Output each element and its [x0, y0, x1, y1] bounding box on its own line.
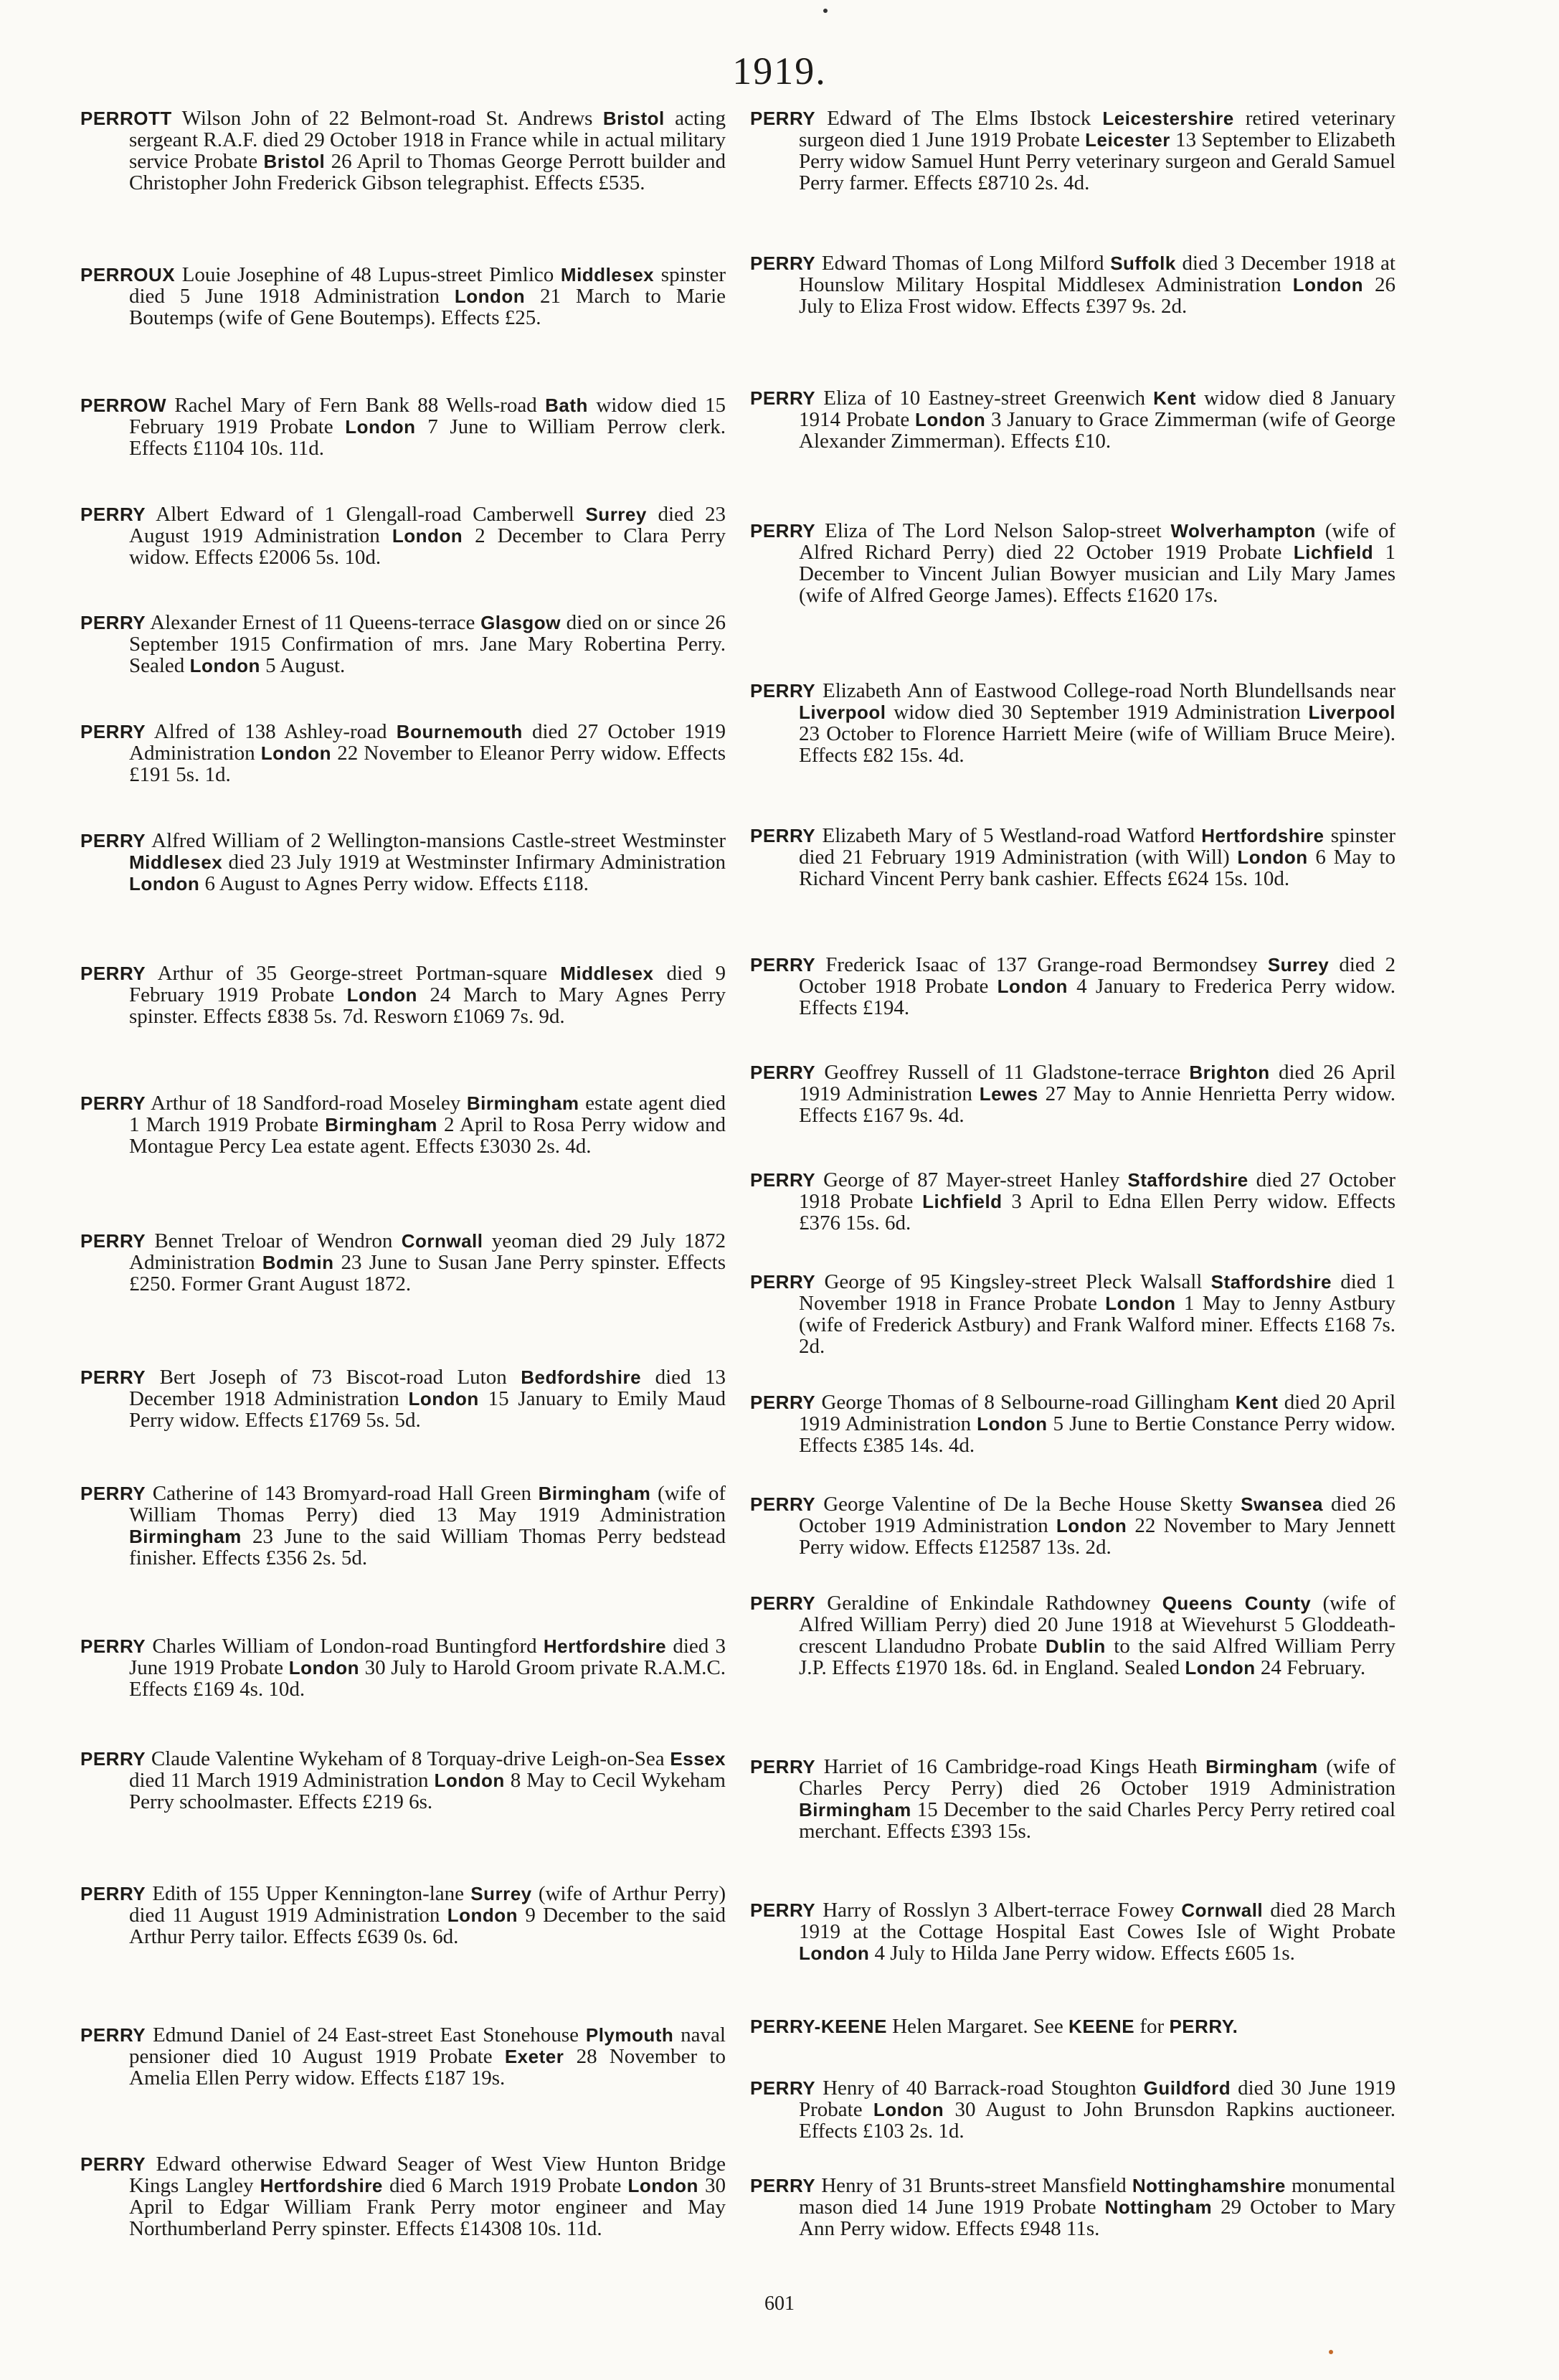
calendar-entry	[80, 1748, 726, 1813]
entry-surname: PERRY	[80, 1883, 146, 1904]
entry-surname: PERRY	[750, 680, 816, 702]
calendar-entry	[750, 520, 1395, 606]
entry-text: retired veterinary surgeon died 1 June 1919 Probate	[799, 107, 1395, 151]
calendar-entry	[750, 2016, 1395, 2037]
entry-text: 24 February.	[1255, 1656, 1366, 1679]
entry-text: naval pensioner died 10 August 1919 Probate	[129, 2024, 726, 2068]
entry-surname: PERRY	[750, 1756, 816, 1777]
calendar-entry	[80, 108, 726, 194]
entry-place: London	[408, 1388, 479, 1409]
entry-surname: PERRY	[80, 1092, 146, 1114]
entry-surname: PERRY-KEENE	[750, 2016, 887, 2037]
entry-text: Alfred William of 2 Wellington-mansions Castle-street Westminster	[146, 829, 726, 852]
entry-text: 1 May to Jenny Astbury (wife of Frederick Astbury) and Frank Walford miner. Effects £168 7s. 2d.	[799, 1292, 1395, 1358]
entry-text: 23 June to Susan Jane Perry spinster. Effects £250. Former Grant August 1872.	[129, 1251, 726, 1295]
entry-place: Liverpool	[1308, 702, 1395, 723]
entry-place: Leicester	[1085, 129, 1170, 151]
ink-speck	[823, 9, 828, 13]
entry-surname: PERRY	[80, 612, 146, 633]
entry-surname: PERRY	[80, 1230, 146, 1252]
calendar-entry	[80, 830, 726, 894]
entry-place: Hertfordshire	[260, 2175, 383, 2196]
entry-place: PERRY.	[1169, 2016, 1238, 2037]
ink-speck	[1329, 2350, 1333, 2354]
entry-place: Brighton	[1189, 1062, 1270, 1083]
calendar-entry	[80, 264, 726, 329]
entry-surname: PERRY	[750, 1392, 816, 1413]
entry-place: Cornwall	[401, 1230, 483, 1252]
entry-text: to the said Alfred William Perry J.P. Effects £1970 18s. 6d. in England. Sealed	[799, 1635, 1395, 1679]
entry-text: yeoman died 29 July 1872 Administration	[129, 1229, 726, 1274]
entry-text: Edward of The Elms Ibstock	[815, 107, 1103, 130]
entry-place: London	[1056, 1515, 1127, 1536]
entry-text: 26 July to Eliza Frost widow. Effects £397 9s. 2d.	[799, 273, 1395, 318]
entry-surname: PERRY	[80, 721, 146, 742]
entry-text: George Thomas of 8 Selbourne-road Gillingham	[815, 1391, 1236, 1414]
calendar-entry	[750, 1392, 1395, 1456]
entry-surname: PERRY	[80, 504, 146, 525]
calendar-entry	[80, 1366, 726, 1431]
entry-place: Swansea	[1241, 1493, 1323, 1515]
calendar-entry	[750, 387, 1395, 452]
entry-text: Henry of 40 Barrack-road Stoughton	[815, 2077, 1144, 2100]
entry-text: Louie Josephine of 48 Lupus-street Pimlico	[175, 263, 561, 286]
calendar-entry	[80, 1883, 726, 1947]
entry-text: 15 December to the said Charles Percy Perry retired coal merchant. Effects £393 15s.	[799, 1798, 1395, 1843]
entry-text: Elizabeth Mary of 5 Westland-road Watford	[815, 824, 1202, 847]
entry-text: Geraldine of Enkindale Rathdowney	[815, 1592, 1162, 1615]
entry-place: Guildford	[1143, 2077, 1231, 2099]
entry-text: 30 April to Edgar William Frank Perry motor engineer and May Northumberland Perry spinster. Effects £14308 10s. 11d.	[129, 2174, 726, 2240]
entry-text: 27 May to Annie Henrietta Perry widow. Effects £167 9s. 4d.	[799, 1082, 1395, 1127]
entry-text: (wife of Charles Percy Perry) died 26 October 1919 Administration	[799, 1755, 1395, 1800]
entry-text: died 9 February 1919 Probate	[129, 962, 726, 1006]
entry-text: died 11 March 1919 Administration	[129, 1769, 435, 1792]
calendar-entry	[750, 1062, 1395, 1126]
entry-place: Wolverhampton	[1170, 520, 1316, 542]
entry-text: Henry of 31 Brunts-street Mansfield	[815, 2174, 1132, 2197]
entry-place: Suffolk	[1110, 252, 1176, 274]
calendar-entry	[750, 825, 1395, 889]
entry-text: 5 June to Bertie Constance Perry widow. Effects £385 14s. 4d.	[799, 1412, 1395, 1457]
entry-surname: PERRY	[750, 825, 816, 846]
entry-text: 15 January to Emily Maud Perry widow. Effects £1769 5s. 5d.	[129, 1387, 726, 1432]
calendar-entry	[750, 1271, 1395, 1357]
entry-text: 22 November to Mary Jennett Perry widow. Effects £12587 13s. 2d.	[799, 1514, 1395, 1559]
entry-place: Kent	[1235, 1392, 1279, 1413]
entry-surname: PERRY	[80, 1483, 146, 1504]
entry-place: Bodmin	[262, 1252, 334, 1273]
entry-surname: PERRY	[80, 2153, 146, 2175]
entry-text: Frederick Isaac of 137 Grange-road Bermondsey	[815, 953, 1268, 976]
entry-place: London	[434, 1770, 505, 1791]
entry-surname: PERRY	[750, 1062, 816, 1083]
entry-place: Bristol	[263, 151, 326, 172]
entry-text: 23 June to the said William Thomas Perry bedstead finisher. Effects £356 2s. 5d.	[129, 1525, 726, 1569]
entry-text: 29 October to Mary Ann Perry widow. Effects £948 11s.	[799, 2196, 1395, 2240]
entry-text: 30 August to John Brunsdon Rapkins auctioneer. Effects £103 2s. 1d.	[799, 2098, 1396, 2143]
entry-text: died 30 June 1919 Probate	[799, 2077, 1395, 2121]
entry-text: 3 April to Edna Ellen Perry widow. Effects £376 15s. 6d.	[799, 1190, 1395, 1234]
entry-place: Birmingham	[466, 1092, 579, 1114]
entry-text: Wilson John of 22 Belmont-road St. Andrews	[171, 107, 603, 130]
calendar-entry	[750, 2175, 1395, 2239]
entry-place: Plymouth	[585, 2024, 674, 2046]
entry-text: for	[1134, 2015, 1170, 2038]
entry-text: Alfred of 138 Ashley-road	[146, 720, 397, 743]
entry-surname: PERRY	[750, 1592, 816, 1614]
entry-place: London	[977, 1413, 1048, 1435]
entry-place: Liverpool	[799, 702, 886, 723]
entry-place: Bath	[545, 395, 588, 416]
entry-place: Birmingham	[129, 1526, 242, 1547]
entry-place: London	[997, 976, 1068, 997]
entry-text: Catherine of 143 Bromyard-road Hall Green	[146, 1482, 539, 1505]
entry-text: Edward Thomas of Long Milford	[815, 252, 1111, 275]
entry-text: Elizabeth Ann of Eastwood College-road North Blundellsands near	[815, 679, 1395, 702]
entry-surname: PERRY	[80, 963, 146, 984]
entry-text: 22 November to Eleanor Perry widow. Effects £191 5s. 1d.	[129, 742, 726, 786]
entry-surname: PERROUX	[80, 264, 176, 285]
entry-text: Arthur of 18 Sandford-road Moseley	[146, 1092, 467, 1115]
calendar-entry	[750, 1493, 1395, 1558]
entry-place: Glasgow	[480, 612, 561, 633]
entry-text: Harry of Rosslyn 3 Albert-terrace Fowey	[815, 1899, 1182, 1922]
entry-text: 1 December to Vincent Julian Bowyer musician and Lily Mary James (wife of Alfred George James). Effects £1620 17s.	[799, 541, 1395, 607]
entry-surname: PERRY	[750, 1493, 816, 1515]
calendar-entry	[750, 2077, 1395, 2142]
entry-text: Rachel Mary of Fern Bank 88 Wells-road	[166, 394, 546, 417]
entry-text: Eliza of 10 Eastney-street Greenwich	[815, 387, 1154, 410]
entry-place: Birmingham	[325, 1114, 437, 1135]
entry-place: Nottingham	[1104, 2196, 1213, 2218]
entry-text: died 3 June 1919 Probate	[129, 1635, 726, 1679]
entry-place: Staffordshire	[1127, 1169, 1248, 1191]
entry-place: London	[392, 525, 463, 547]
calendar-entry	[80, 1230, 726, 1295]
entry-text: Edward otherwise Edward Seager of West View Hunton Bridge Kings Langley	[129, 2153, 726, 2197]
entry-text: Albert Edward of 1 Glengall-road Camberwell	[146, 503, 586, 526]
entry-surname: PERRY	[80, 1635, 146, 1657]
entry-text: Edith of 155 Upper Kennington-lane	[146, 1882, 471, 1905]
entry-place: Middlesex	[560, 264, 655, 285]
entry-place: London	[129, 873, 200, 894]
entry-text: acting sergeant R.A.F. died 29 October 1918 in France while in actual military service Probate	[129, 107, 726, 173]
entry-text: (wife of Alfred William Perry) died 20 June 1918 at Wievehurst 5 Gloddeath-crescent Llandudno Probate	[799, 1592, 1395, 1658]
entry-text: widow died 8 January 1914 Probate	[799, 387, 1395, 431]
entry-text: George Valentine of De la Beche House Sketty	[815, 1493, 1241, 1516]
entry-place: Bedfordshire	[521, 1366, 642, 1388]
entry-text: 6 August to Agnes Perry widow. Effects £118.	[199, 872, 589, 895]
calendar-entry	[80, 1092, 726, 1157]
calendar-entry	[750, 1169, 1395, 1234]
entry-surname: PERROTT	[80, 108, 172, 129]
entry-text: Bert Joseph of 73 Biscot-road Luton	[146, 1366, 521, 1389]
entry-place: Hertfordshire	[543, 1635, 667, 1657]
calendar-entry	[750, 1899, 1395, 1964]
entry-place: Surrey	[470, 1883, 532, 1904]
entry-text: 23 October to Florence Harriett Meire (wife of William Bruce Meire). Effects £82 15s. 4d.	[799, 722, 1395, 767]
calendar-entry	[750, 1756, 1395, 1842]
calendar-entry	[80, 504, 726, 568]
entry-surname: PERRY	[750, 520, 816, 542]
entry-place: London	[915, 409, 986, 430]
entry-text: 26 April to Thomas George Perrott builder and Christopher John Frederick Gibson telegraphist. Effects £535.	[129, 150, 726, 194]
entry-place: Queens County	[1162, 1592, 1312, 1614]
entry-place: London	[1237, 846, 1308, 868]
entry-text: George of 87 Mayer-street Hanley	[815, 1168, 1128, 1191]
entry-surname: PERRY	[80, 830, 146, 851]
entry-surname: PERRY	[750, 2077, 816, 2099]
entry-place: Lichfield	[922, 1191, 1003, 1212]
calendar-entry	[80, 2024, 726, 2089]
calendar-entry	[80, 395, 726, 459]
calendar-entry	[80, 963, 726, 1027]
entry-place: Birmingham	[799, 1799, 911, 1821]
entry-place: London	[454, 285, 526, 307]
entry-text: died 23 August 1919 Administration	[129, 503, 726, 547]
entry-place: Lewes	[979, 1083, 1038, 1105]
entry-text: died 1 November 1918 in France Probate	[799, 1270, 1395, 1315]
entry-text: 2 April to Rosa Perry widow and Montague Percy Lea estate agent. Effects £3030 2s. 4d.	[129, 1113, 726, 1158]
entry-text: 21 March to Marie Boutemps (wife of Gene Boutemps). Effects £25.	[129, 285, 726, 329]
calendar-entry	[750, 108, 1395, 194]
entry-place: KEENE	[1068, 2016, 1135, 2037]
entry-text: estate agent died 1 March 1919 Probate	[129, 1092, 726, 1136]
entry-place: London	[288, 1657, 359, 1678]
entry-place: Middlesex	[129, 851, 223, 873]
entry-text: died 2 October 1918 Probate	[799, 953, 1395, 998]
entry-text: 9 December to the said Arthur Perry tailor. Effects £639 0s. 6d.	[129, 1904, 726, 1948]
calendar-entry	[80, 721, 726, 785]
entry-place: London	[1292, 274, 1364, 296]
entry-surname: PERRY	[750, 108, 816, 129]
entry-text: died 20 April 1919 Administration	[799, 1391, 1395, 1435]
entry-place: London	[346, 984, 417, 1006]
entry-surname: PERROW	[80, 395, 166, 416]
entry-surname: PERRY	[80, 1748, 146, 1770]
page-number: 601	[764, 2292, 795, 2315]
entry-surname: PERRY	[750, 387, 816, 409]
entry-text: died 23 July 1919 at Westminster Infirmary Administration	[222, 851, 726, 874]
entry-text: 28 November to Amelia Ellen Perry widow. Effects £187 19s.	[129, 2045, 726, 2089]
entry-place: London	[189, 655, 260, 676]
entry-text: Harriet of 16 Cambridge-road Kings Heath	[815, 1755, 1206, 1778]
entry-place: London	[345, 416, 416, 438]
entry-text: Charles William of London-road Buntingford	[146, 1635, 544, 1658]
entry-text: 7 June to William Perrow clerk. Effects £1104 10s. 11d.	[129, 415, 726, 460]
entry-text: spinster died 5 June 1918 Administration	[129, 263, 726, 308]
entry-place: Hertfordshire	[1201, 825, 1325, 846]
entry-surname: PERRY	[750, 2175, 816, 2196]
entry-surname: PERRY	[750, 1899, 816, 1921]
entry-place: London	[873, 2099, 944, 2120]
entry-place: Dublin	[1045, 1635, 1106, 1657]
entry-place: Leicestershire	[1102, 108, 1234, 129]
calendar-entry	[750, 680, 1395, 766]
entry-text: widow died 30 September 1919 Administration	[886, 701, 1309, 724]
entry-text: George of 95 Kingsley-street Pleck Walsall	[815, 1270, 1211, 1293]
calendar-entry	[80, 1483, 726, 1569]
entry-text: Eliza of The Lord Nelson Salop-street	[815, 519, 1171, 542]
entry-text: 3 January to Grace Zimmerman (wife of George Alexander Zimmerman). Effects £10.	[799, 408, 1395, 453]
entry-text: 2 December to Clara Perry widow. Effects £2006 5s. 10d.	[129, 524, 726, 569]
entry-text: 13 September to Elizabeth Perry widow Samuel Hunt Perry veterinary surgeon and Gerald Samuel Perry farmer. Effects £8710 2s. 4d.	[799, 128, 1395, 194]
entry-place: Birmingham	[538, 1483, 651, 1504]
calendar-entry	[750, 1592, 1395, 1678]
entry-text: (wife of Arthur Perry) died 11 August 1919 Administration	[129, 1882, 726, 1927]
entry-text: 5 August.	[260, 654, 346, 677]
calendar-entry	[750, 954, 1395, 1019]
entry-place: Cornwall	[1181, 1899, 1264, 1921]
entry-surname: PERRY	[750, 252, 816, 274]
entry-text: Bennet Treloar of Wendron	[146, 1229, 402, 1252]
entry-text: Geoffrey Russell of 11 Gladstone-terrace	[815, 1061, 1190, 1084]
entry-place: Birmingham	[1205, 1756, 1318, 1777]
entry-place: Surrey	[585, 504, 647, 525]
entry-text: died 27 October 1918 Probate	[799, 1168, 1395, 1213]
entry-place: London	[799, 1942, 870, 1964]
entry-text: died 26 April 1919 Administration	[799, 1061, 1395, 1105]
entry-text: Alexander Ernest of 11 Queens-terrace	[146, 611, 481, 634]
calendar-entry	[750, 252, 1395, 317]
entry-text: spinster died 21 February 1919 Administration (with Will)	[799, 824, 1395, 869]
entry-text: 24 March to Mary Agnes Perry spinster. Effects £838 5s. 7d. Resworn £1069 7s. 9d.	[129, 983, 726, 1028]
entry-text: died 28 March 1919 at the Cottage Hospital East Cowes Isle of Wight Probate	[799, 1899, 1395, 1943]
entry-place: Nottinghamshire	[1132, 2175, 1286, 2196]
entry-place: Kent	[1153, 387, 1196, 409]
entry-surname: PERRY	[750, 1169, 816, 1191]
entry-place: Bristol	[602, 108, 665, 129]
entry-place: London	[260, 742, 332, 764]
entry-text: died 13 December 1918 Administration	[129, 1366, 726, 1410]
page-year-heading: 1919.	[732, 49, 827, 93]
entry-text: 4 January to Frederica Perry widow. Effects £194.	[799, 975, 1395, 1019]
entry-text: 8 May to Cecil Wykeham Perry schoolmaster. Effects £219 6s.	[129, 1769, 726, 1813]
entry-text: died on or since 26 September 1915 Confirmation of mrs. Jane Mary Robertina Perry. Sealed	[129, 611, 726, 677]
entry-text: Arthur of 35 George-street Portman-square	[146, 962, 561, 985]
entry-text: died 6 March 1919 Probate	[382, 2174, 628, 2197]
entry-text: monumental mason died 14 June 1919 Probate	[799, 2174, 1395, 2219]
entry-surname: PERRY	[80, 1366, 146, 1388]
entry-text: 4 July to Hilda Jane Perry widow. Effects £605 1s.	[869, 1942, 1295, 1965]
entry-place: London	[627, 2175, 698, 2196]
calendar-entry	[80, 1635, 726, 1700]
entry-place: London	[1105, 1293, 1176, 1314]
entry-text: Claude Valentine Wykeham of 8 Torquay-drive Leigh-on-Sea	[146, 1747, 670, 1770]
entry-text: Helen Margaret. See	[886, 2015, 1069, 2038]
entry-place: Middlesex	[560, 963, 654, 984]
entry-place: London	[447, 1904, 518, 1926]
entry-text: died 26 October 1919 Administration	[799, 1493, 1395, 1537]
entry-text: (wife of Alfred Richard Perry) died 22 October 1919 Probate	[799, 519, 1395, 564]
entry-place: Bournemouth	[396, 721, 523, 742]
entry-place: Exeter	[504, 2046, 564, 2067]
entry-place: Essex	[670, 1748, 726, 1770]
entry-text: died 27 October 1919 Administration	[129, 720, 726, 765]
entry-place: Surrey	[1267, 954, 1330, 976]
entry-text: widow died 15 February 1919 Probate	[129, 394, 726, 438]
calendar-entry	[80, 612, 726, 676]
entry-text: Edmund Daniel of 24 East-street East Stonehouse	[146, 2024, 586, 2046]
entry-text: (wife of William Thomas Perry) died 13 May 1919 Administration	[129, 1482, 726, 1526]
entry-surname: PERRY	[750, 1271, 816, 1293]
entry-place: London	[1185, 1657, 1256, 1678]
entry-place: Staffordshire	[1210, 1271, 1332, 1293]
entry-text: died 3 December 1918 at Hounslow Military Hospital Middlesex Administration	[799, 252, 1395, 296]
entry-place: Lichfield	[1293, 542, 1374, 563]
entry-surname: PERRY	[80, 2024, 146, 2046]
entry-text: 30 July to Harold Groom private R.A.M.C. Effects £169 4s. 10d.	[129, 1656, 726, 1701]
calendar-entry	[80, 2153, 726, 2239]
entry-surname: PERRY	[750, 954, 816, 976]
entry-text: 6 May to Richard Vincent Perry bank cashier. Effects £624 15s. 10d.	[799, 846, 1395, 890]
